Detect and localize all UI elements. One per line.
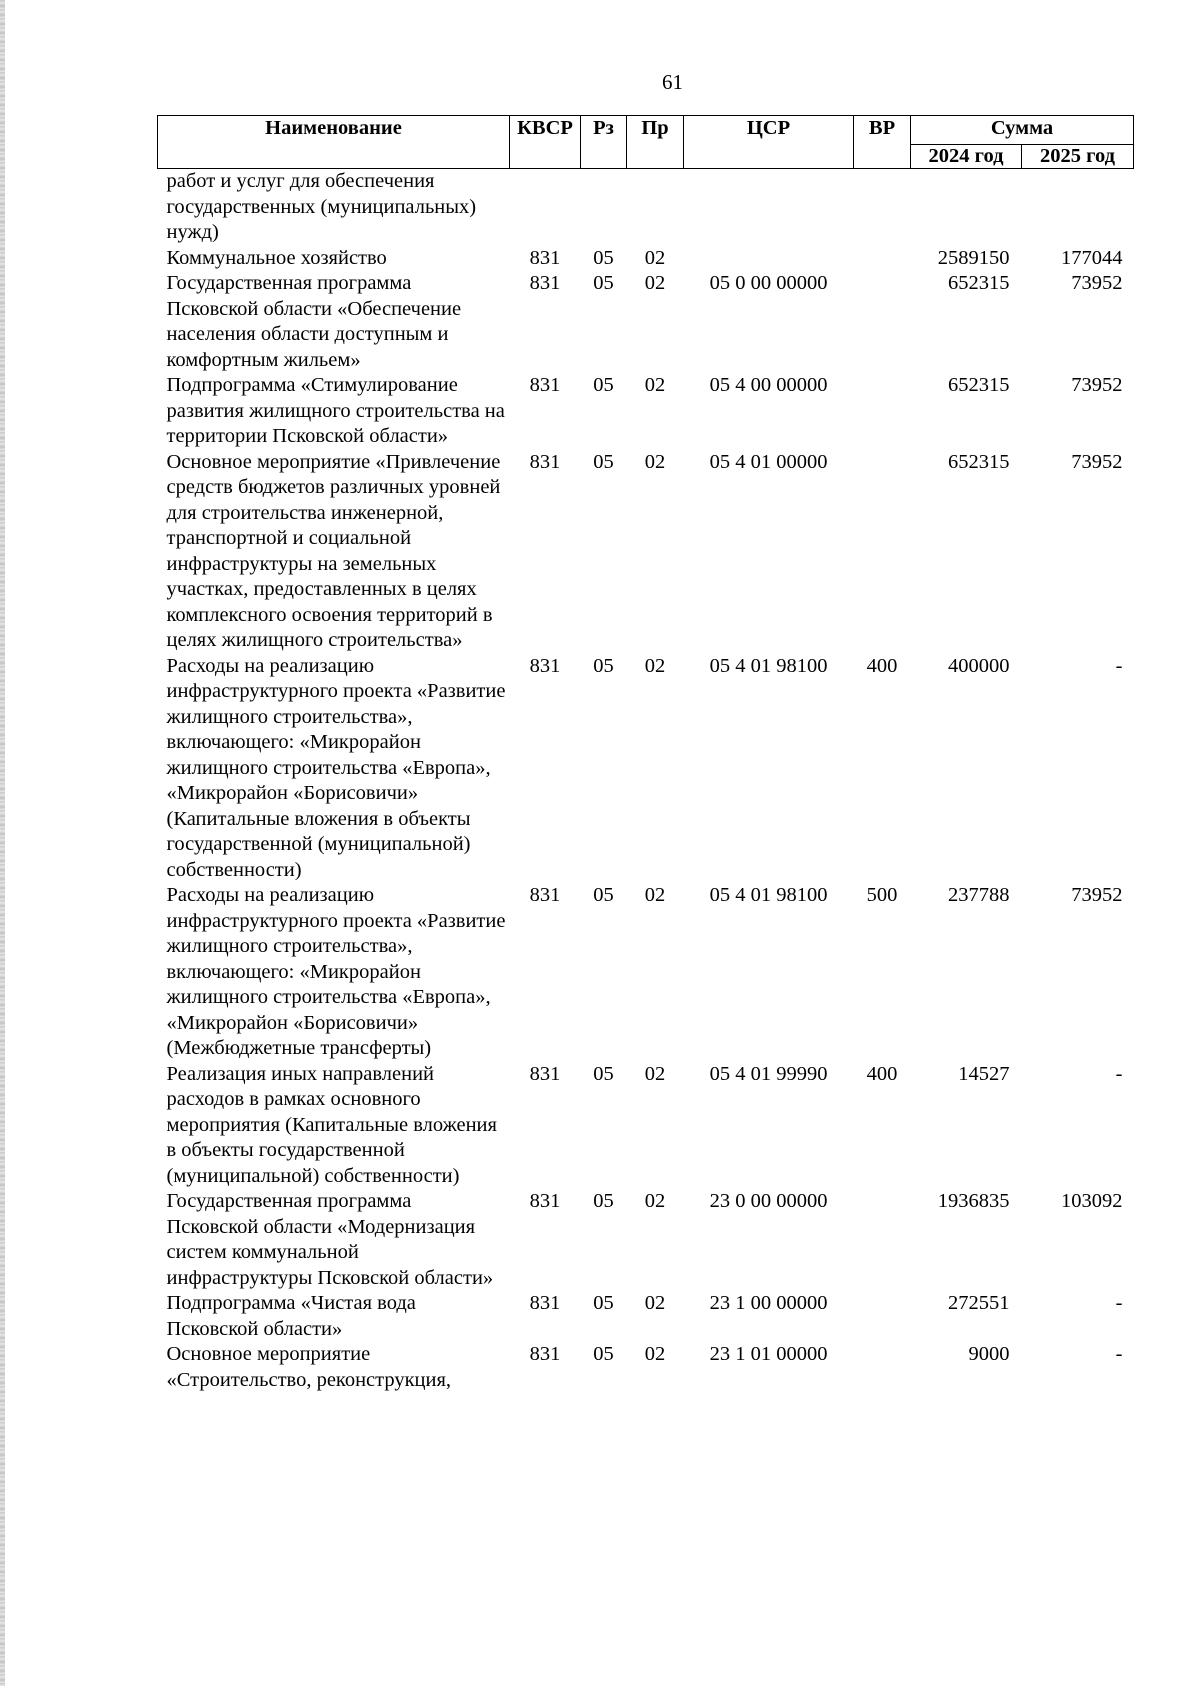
table-row bbox=[158, 1342, 1134, 1393]
row-pr: 02 bbox=[644, 450, 666, 473]
row-amount-2024: 400000 bbox=[948, 654, 1010, 677]
row-vr: 400 bbox=[866, 654, 898, 677]
row-rz: 05 bbox=[593, 654, 614, 677]
row-amount-2024: 1936835 bbox=[937, 1190, 1010, 1212]
header-sum: Сумма bbox=[911, 116, 1134, 145]
table-row bbox=[158, 271, 1134, 373]
row-rz: 05 bbox=[593, 374, 614, 396]
row-vr: 500 bbox=[866, 884, 898, 906]
table-row bbox=[158, 883, 1134, 1062]
header-pr: Пр bbox=[627, 116, 684, 169]
scan-edge-artifact bbox=[0, 0, 5, 1686]
row-amount-2024: 652315 bbox=[948, 272, 1010, 294]
row-csr bbox=[684, 169, 854, 246]
row-rz bbox=[581, 169, 627, 246]
row-name: Основное мероприятие «Строительство, реконструкция, bbox=[166, 1343, 452, 1391]
row-csr: 05 0 00 00000 bbox=[709, 272, 828, 294]
row-vr: 400 bbox=[866, 1062, 898, 1085]
page-number: 61 bbox=[662, 70, 683, 94]
row-pr bbox=[627, 169, 684, 246]
row-amount-2024 bbox=[911, 169, 1022, 246]
row-kvsr: 831 bbox=[529, 450, 561, 473]
row-csr: 05 4 01 98100 bbox=[709, 654, 828, 677]
table-row bbox=[158, 169, 1134, 246]
row-rz: 05 bbox=[593, 884, 614, 906]
row-csr: 23 1 00 00000 bbox=[709, 1292, 828, 1314]
table-row bbox=[158, 373, 1134, 450]
row-vr bbox=[854, 373, 911, 450]
row-pr: 02 bbox=[644, 272, 666, 294]
row-rz: 05 bbox=[593, 246, 614, 269]
row-name: Основное мероприятие «Привлечение средств бюджетов различных уровней для строительства инженерной, транспортной и социальной инфраструктуры на земельных участках, предоставленных в целях комплексного освоения территорий в целях жилищного строительства» bbox=[166, 450, 501, 651]
row-kvsr: 831 bbox=[529, 374, 561, 396]
row-csr: 05 4 01 99990 bbox=[709, 1062, 828, 1085]
row-kvsr: 831 bbox=[529, 272, 561, 294]
row-name: Расходы на реализацию инфраструктурного проекта «Развитие жилищного строительства», включающего: «Микрорайон жилищного строительства «Европа», «Микрорайон «Борисовичи» (Капитальные вложения в объекты государственной (муниципальной) собственности) bbox=[166, 654, 506, 881]
table-row bbox=[158, 1189, 1134, 1291]
row-name: Расходы на реализацию инфраструктурного проекта «Развитие жилищного строительства», включающего: «Микрорайон жилищного строительства «Европа», «Микрорайон «Борисовичи» (Межбюджетные трансферты) bbox=[166, 884, 506, 1059]
row-amount-2024: 652315 bbox=[948, 374, 1010, 396]
row-rz: 05 bbox=[593, 1190, 614, 1212]
row-kvsr: 831 bbox=[529, 654, 561, 677]
row-rz: 05 bbox=[593, 1343, 614, 1365]
row-name: Подпрограмма «Стимулирование развития жилищного строительства на территории Псковской области» bbox=[166, 374, 505, 447]
table-row bbox=[158, 1062, 1134, 1190]
row-amount-2025: 73952 bbox=[1071, 884, 1123, 906]
table-row bbox=[158, 654, 1134, 884]
budget-table bbox=[157, 115, 1134, 1393]
row-kvsr: 831 bbox=[529, 246, 561, 269]
row-kvsr: 831 bbox=[529, 1343, 561, 1365]
row-amount-2025: 73952 bbox=[1071, 374, 1123, 396]
row-amount-2024: 272551 bbox=[948, 1292, 1010, 1314]
row-kvsr bbox=[510, 169, 581, 246]
row-name: Государственная программа Псковской области «Модернизация систем коммунальной инфраструктуры Псковской области» bbox=[166, 1190, 494, 1289]
row-amount-2025 bbox=[1022, 169, 1134, 246]
row-amount-2025: - bbox=[1115, 1343, 1123, 1365]
row-amount-2024: 9000 bbox=[968, 1343, 1010, 1365]
row-vr bbox=[854, 271, 911, 373]
row-vr bbox=[854, 450, 911, 654]
row-name: работ и услуг для обеспечения государственных (муниципальных) нужд) bbox=[166, 170, 477, 243]
row-amount-2024: 14527 bbox=[958, 1062, 1010, 1085]
row-amount-2025: - bbox=[1115, 1062, 1123, 1085]
row-amount-2025: - bbox=[1115, 654, 1123, 677]
row-vr bbox=[854, 169, 911, 246]
row-csr: 23 1 01 00000 bbox=[709, 1343, 828, 1365]
row-vr bbox=[854, 1291, 911, 1342]
row-amount-2025: 177044 bbox=[1061, 246, 1123, 269]
row-pr: 02 bbox=[644, 1062, 666, 1085]
row-rz: 05 bbox=[593, 1292, 614, 1314]
row-kvsr: 831 bbox=[529, 884, 561, 906]
row-rz: 05 bbox=[593, 272, 614, 294]
row-csr: 05 4 01 00000 bbox=[709, 450, 828, 473]
row-kvsr: 831 bbox=[529, 1292, 561, 1314]
row-csr: 05 4 00 00000 bbox=[709, 374, 828, 396]
row-amount-2024: 2589150 bbox=[937, 246, 1010, 269]
table-row bbox=[158, 1291, 1134, 1342]
header-kvsr: КВСР bbox=[510, 116, 581, 169]
row-csr bbox=[684, 246, 854, 272]
row-name: Подпрограмма «Чистая вода Псковской области» bbox=[166, 1292, 416, 1340]
table-row bbox=[158, 450, 1134, 654]
row-name: Государственная программа Псковской области «Обеспечение населения области доступным и комфортным жильем» bbox=[166, 272, 462, 371]
row-pr: 02 bbox=[644, 654, 666, 677]
row-vr bbox=[854, 1189, 911, 1291]
row-pr: 02 bbox=[644, 1292, 666, 1314]
header-vr: ВР bbox=[854, 116, 911, 169]
row-amount-2024: 652315 bbox=[948, 450, 1010, 473]
row-name: Реализация иных направлений расходов в рамках основного мероприятия (Капитальные вложения в объекты государственной (муниципальной) собственности) bbox=[166, 1062, 497, 1187]
row-amount-2024: 237788 bbox=[948, 884, 1010, 906]
row-pr: 02 bbox=[644, 374, 666, 396]
row-rz: 05 bbox=[593, 1062, 614, 1085]
table-row bbox=[158, 246, 1134, 272]
row-vr bbox=[854, 246, 911, 272]
row-pr: 02 bbox=[644, 1190, 666, 1212]
row-amount-2025: - bbox=[1115, 1292, 1123, 1314]
header-csr: ЦСР bbox=[684, 116, 854, 169]
row-amount-2025: 103092 bbox=[1061, 1190, 1123, 1212]
header-name: Наименование bbox=[158, 116, 510, 169]
row-vr bbox=[854, 1342, 911, 1393]
row-amount-2025: 73952 bbox=[1071, 272, 1123, 294]
row-rz: 05 bbox=[593, 450, 614, 473]
table-body bbox=[158, 169, 1134, 1394]
row-pr: 02 bbox=[644, 884, 666, 906]
header-year-2024: 2024 год bbox=[911, 144, 1022, 168]
header-year-2025: 2025 год bbox=[1022, 144, 1134, 168]
row-amount-2025: 73952 bbox=[1071, 450, 1123, 473]
row-pr: 02 bbox=[644, 1343, 666, 1365]
row-kvsr: 831 bbox=[529, 1062, 561, 1085]
row-kvsr: 831 bbox=[529, 1190, 561, 1212]
row-csr: 05 4 01 98100 bbox=[709, 884, 828, 906]
row-csr: 23 0 00 00000 bbox=[709, 1190, 828, 1212]
header-rz: Рз bbox=[581, 116, 627, 169]
row-name: Коммунальное хозяйство bbox=[166, 246, 387, 269]
row-pr: 02 bbox=[644, 246, 666, 269]
table-header bbox=[158, 116, 1134, 169]
